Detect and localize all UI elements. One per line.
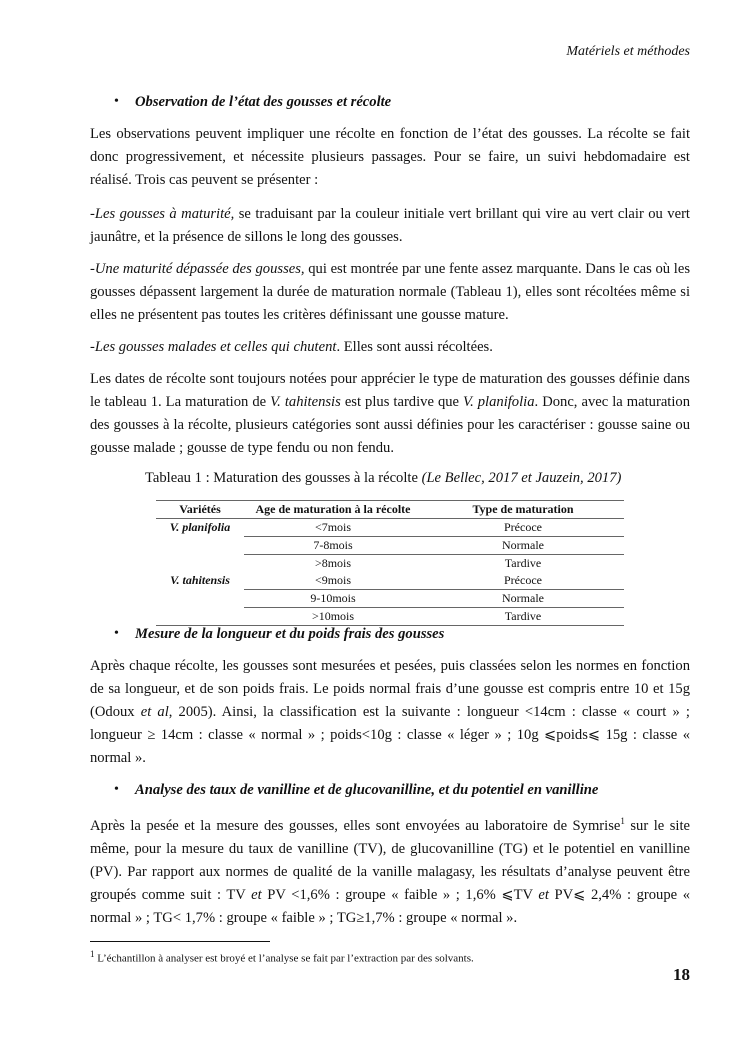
table-cell: Précoce <box>504 573 542 587</box>
case-overripe-label: -Une maturité dépassée des gousses, <box>90 261 305 277</box>
table-cell-variety <box>156 537 244 555</box>
vanillin-et: et <box>251 886 262 903</box>
table-caption-citation: (Le Bellec, 2017 et Jauzein, 2017) <box>421 470 622 486</box>
case-maturity-label: -Les gousses à maturité, <box>90 206 235 222</box>
table-cell: Tardive <box>422 608 624 626</box>
footnote-number: 1 <box>90 949 95 959</box>
case-diseased-text: . Elles sont aussi récoltées. <box>336 339 493 355</box>
species-planifolia: V. planifolia <box>463 394 535 410</box>
table-caption <box>145 470 621 487</box>
table-row <box>156 555 624 573</box>
vanillin-text-b: sur le site même, pour la mesure du taux de vanilline (TV), de glucovanilline (TG) et le potentiel en vanilline (PV). Par rapport aux normes de qualité de la vanille malagasy, les résultats d’analyse peuvent être groupés comme suit : TV <box>90 817 690 903</box>
paragraph-measurement <box>90 655 690 770</box>
section-title-observation: Observation de l’état des gousses et récolte <box>135 94 392 110</box>
paragraph-case-maturity <box>90 203 690 249</box>
paragraph-harvest-dates <box>90 368 690 460</box>
footnote <box>90 949 474 965</box>
table-cell: 9-10mois <box>244 590 422 608</box>
table-cell: Normale <box>422 537 624 555</box>
vanillin-text-d: PV <1,6% : groupe « faible » ; 1,6% ⩽TV <box>261 886 539 903</box>
footnote-divider <box>90 941 270 942</box>
table-header-row <box>156 501 624 519</box>
measurement-text-a: Après chaque récolte, les gousses sont mesurées et pesées, puis classées selon les normes en fonction de sa longueur, et de son poids frais. Le poids normal frais d’une gousse est compris entre 10 et 15g (Odoux <box>90 658 690 720</box>
table-row <box>156 590 624 608</box>
citation-et-al: et al <box>140 704 169 720</box>
maturation-table <box>156 500 624 626</box>
harvest-text-c: est plus tardive que <box>340 394 464 410</box>
vanillin-text-a: Après la pesée et la mesure des gousses, elles sont envoyées au laboratoire de Symrise <box>90 817 621 834</box>
table-cell: Normale <box>422 590 624 608</box>
paragraph-case-overripe <box>90 258 690 327</box>
case-maturity-text: se traduisant par la couleur initiale vert brillant qui vire au vert clair ou vert jaunâtre, et la présence de sillons le long des gousses. <box>90 206 690 245</box>
table-cell-variety <box>156 590 244 608</box>
footnote-text: L’échantillon à analyser est broyé et l’analyse se fait par l’extraction par des solvants. <box>94 952 474 965</box>
species-tahitensis: V. tahitensis <box>270 394 341 410</box>
paragraph-case-diseased <box>90 336 690 359</box>
page-number: 18 <box>673 965 690 984</box>
table-row <box>156 519 624 537</box>
table-cell-variety: V. planifolia <box>169 520 231 535</box>
table-cell: 7-8mois <box>244 537 422 555</box>
table-cell: >10mois <box>244 608 422 626</box>
table-row <box>156 537 624 555</box>
paragraph-vanillin <box>90 810 690 930</box>
table-cell-variety <box>156 608 244 626</box>
table-caption-text: Tableau 1 : Maturation des gousses à la récolte <box>145 470 422 486</box>
vanillin-et: et <box>538 886 549 903</box>
section-title-measurement: Mesure de la longueur et du poids frais des gousses <box>135 626 445 642</box>
case-overripe-text: qui est montrée par une fente assez marquante. Dans le cas où les gousses dépassent largement la durée de maturation normale (Tableau 1), elles sont récoltées même si elles ne présentent pas toutes les critères définissant une gousse mature. <box>90 261 690 323</box>
footnote-reference[interactable]: 1 <box>620 816 625 826</box>
table-cell: Précoce <box>504 520 542 534</box>
vanillin-text-f: PV⩽ 2,4% : groupe « normal » ; TG< 1,7% : groupe « faible » ; TG≥1,7% : groupe « normal ». <box>90 886 691 926</box>
case-diseased-label: -Les gousses malades et celles qui chutent <box>90 339 337 355</box>
table-cell-variety: V. tahitensis <box>170 573 230 588</box>
table-cell: >8mois <box>244 555 422 573</box>
harvest-text-e: . Donc, avec la maturation des gousses à la récolte, plusieurs catégories sont aussi définies pour les caractériser : gousse saine ou gousse malade ; gousse de type fendu ou non fendu. <box>90 394 690 456</box>
harvest-text-a: Les dates de récolte sont toujours notées pour apprécier le type de maturation des gousses définie dans le tableau 1. La maturation de <box>90 371 690 410</box>
paragraph-observations: Les observations peuvent impliquer une récolte en fonction de l’état des gousses. La récolte se fait donc progressivement, et nécessite plusieurs passages. Pour se faire, un suivi hebdomadaire est réalisé. Trois cas peuvent se présenter : <box>90 126 690 188</box>
table-header: Variétés <box>156 501 244 519</box>
table-header: Age de maturation à la récolte <box>244 501 422 519</box>
table-header: Type de maturation <box>422 501 624 519</box>
table-cell: Tardive <box>422 555 624 573</box>
running-header: Matériels et méthodes <box>566 44 690 59</box>
bullet-icon: • <box>114 782 119 797</box>
section-title-vanillin: Analyse des taux de vanilline et de glucovanilline, et du potentiel en vanilline <box>135 782 599 798</box>
bullet-icon: • <box>114 94 119 109</box>
table-row <box>156 572 624 590</box>
table-cell-variety <box>156 555 244 573</box>
measurement-text-c: , 2005). Ainsi, la classification est la suivante : longueur <14cm : classe « court » ; longueur ≥ 14cm : classe « normal » ; poids<10g : classe « léger » ; 10g ⩽poids⩽ 15g : classe « normal ». <box>90 704 690 766</box>
bullet-icon: • <box>114 626 119 641</box>
table-cell: <9mois <box>314 573 352 587</box>
table-row <box>156 608 624 626</box>
table-cell: <7mois <box>314 520 352 534</box>
